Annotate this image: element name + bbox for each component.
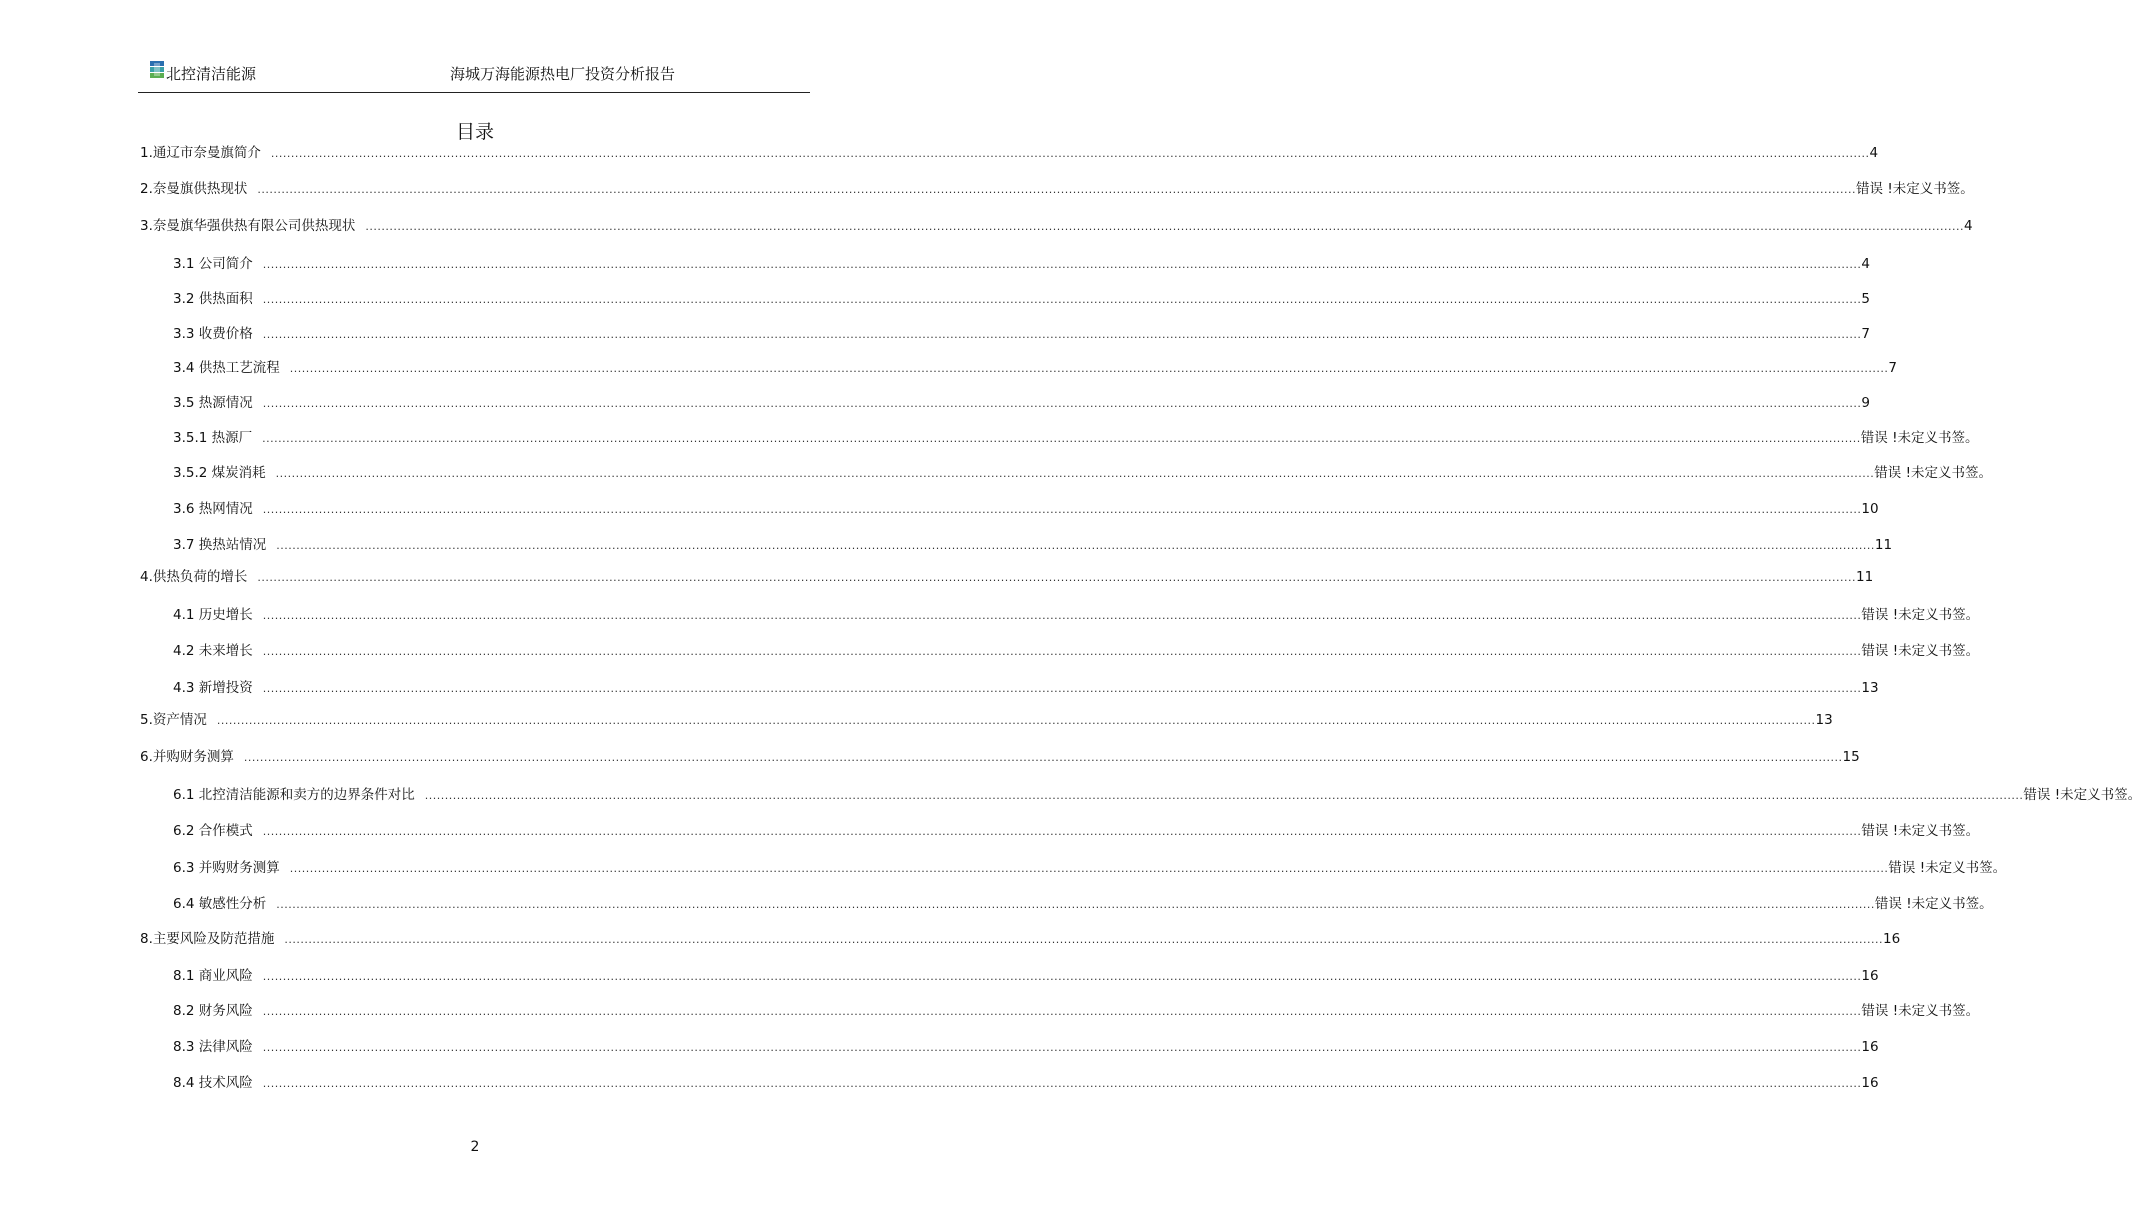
toc-dot-leader: ................................................................................................................................................................................................................................................................................................................................................................................................................ — [262, 1041, 1862, 1054]
toc-dot-leader: ................................................................................................................................................................................................................................................................................................................................................................................................................ — [243, 751, 1843, 764]
toc-dot-leader: ................................................................................................................................................................................................................................................................................................................................................................................................................ — [262, 1005, 1862, 1018]
toc-entry-number: 5. — [140, 712, 153, 728]
toc-entry-page: 10 — [1861, 501, 1879, 517]
toc-entry-page: 5 — [1861, 291, 1870, 307]
toc-entry[interactable] — [173, 536, 1893, 554]
toc-entry[interactable] — [140, 568, 1874, 586]
toc-entry-number: 3. — [140, 218, 153, 234]
toc-dot-leader: ................................................................................................................................................................................................................................................................................................................................................................................................................ — [262, 682, 1862, 695]
toc-dot-leader: ................................................................................................................................................................................................................................................................................................................................................................................................................ — [262, 970, 1862, 983]
toc-dot-leader: ................................................................................................................................................................................................................................................................................................................................................................................................................ — [262, 397, 1862, 410]
toc-entry-page: 错误 !未定义书签。 — [1874, 896, 1993, 912]
toc-entry-page: 错误 !未定义书签。 — [1861, 823, 1980, 839]
toc-entry-page: 错误 !未定义书签。 — [2023, 787, 2141, 803]
toc-dot-leader: ................................................................................................................................................................................................................................................................................................................................................................................................................ — [424, 789, 2024, 802]
toc-entry-page: 4 — [1964, 218, 1973, 234]
toc-entry[interactable] — [140, 180, 1974, 198]
toc-entry-label: 资产情况 — [152, 712, 207, 728]
toc-entry-page: 16 — [1861, 1075, 1879, 1091]
brand-name: 北控清洁能源 — [166, 65, 257, 83]
toc-entry-page: 错误 !未定义书签。 — [1856, 181, 1974, 197]
toc-dot-leader: ................................................................................................................................................................................................................................................................................................................................................................................................................ — [276, 898, 1875, 911]
toc-entry-page: 4 — [1861, 256, 1870, 272]
toc-entry-page: 7 — [1861, 326, 1870, 342]
toc-entry[interactable] — [173, 429, 1979, 447]
toc-dot-leader: ................................................................................................................................................................................................................................................................................................................................................................................................................ — [262, 328, 1862, 341]
toc-dot-leader: ................................................................................................................................................................................................................................................................................................................................................................................................................ — [289, 362, 1889, 375]
toc-entry-page: 错误 !未定义书签。 — [1888, 860, 2007, 876]
toc-entry[interactable] — [173, 859, 2007, 877]
toc-entry[interactable] — [173, 895, 1993, 913]
toc-entry[interactable] — [173, 606, 1980, 624]
toc-entry-label: 8.1 商业风险 — [173, 968, 253, 984]
toc-dot-leader: ................................................................................................................................................................................................................................................................................................................................................................................................................ — [365, 220, 1965, 233]
toc-entry-number: 8. — [140, 931, 153, 947]
toc-entry-label: 3.2 供热面积 — [173, 291, 253, 307]
toc-entry-page: 4 — [1869, 145, 1879, 161]
toc-entry-label: 3.5 热源情况 — [173, 395, 253, 411]
toc-entry-page: 11 — [1874, 537, 1893, 553]
toc-entry[interactable] — [173, 255, 1870, 273]
report-title: 海城万海能源热电厂投资分析报告 — [450, 65, 676, 83]
toc-dot-leader: ................................................................................................................................................................................................................................................................................................................................................................................................................ — [262, 825, 1862, 838]
toc-entry-label: 6.4 敏感性分析 — [173, 896, 267, 912]
toc-dot-leader: ................................................................................................................................................................................................................................................................................................................................................................................................................ — [257, 183, 1857, 196]
toc-dot-leader: ................................................................................................................................................................................................................................................................................................................................................................................................................ — [262, 258, 1862, 271]
toc-entry[interactable] — [140, 711, 1833, 729]
toc-entry-label: 3.1 公司简介 — [173, 256, 253, 272]
toc-title: 目录 — [455, 121, 494, 143]
toc-entry-label: 供热负荷的增长 — [152, 569, 248, 585]
toc-entry-label: 6.1 北控清洁能源和卖方的边界条件对比 — [173, 787, 415, 803]
toc-entry-number: 4. — [140, 569, 153, 585]
toc-entry[interactable] — [173, 1074, 1879, 1092]
toc-entry-page: 错误 !未定义书签。 — [1861, 607, 1980, 623]
company-logo-icon — [150, 61, 164, 78]
toc-entry-number: 2. — [140, 181, 153, 197]
toc-dot-leader: ................................................................................................................................................................................................................................................................................................................................................................................................................ — [216, 714, 1816, 727]
toc-entry-label: 3.4 供热工艺流程 — [173, 360, 280, 376]
toc-entry[interactable] — [173, 642, 1980, 660]
toc-dot-leader: ................................................................................................................................................................................................................................................................................................................................................................................................................ — [262, 503, 1862, 516]
toc-entry[interactable] — [173, 786, 2141, 804]
toc-entry[interactable] — [173, 464, 1992, 482]
toc-dot-leader: ................................................................................................................................................................................................................................................................................................................................................................................................................ — [284, 933, 1884, 946]
toc-entry[interactable] — [173, 290, 1870, 308]
toc-entry-label: 4.3 新增投资 — [173, 680, 253, 696]
toc-entry[interactable] — [140, 144, 1879, 162]
toc-entry[interactable] — [173, 967, 1879, 985]
toc-entry-label: 3.5.2 煤炭消耗 — [173, 465, 266, 481]
toc-dot-leader: ................................................................................................................................................................................................................................................................................................................................................................................................................ — [276, 539, 1875, 552]
toc-entry-page: 16 — [1861, 1039, 1879, 1055]
toc-dot-leader: ................................................................................................................................................................................................................................................................................................................................................................................................................ — [262, 1077, 1862, 1090]
toc-entry[interactable] — [173, 1002, 1980, 1020]
toc-entry[interactable] — [173, 1038, 1879, 1056]
toc-entry-page: 错误 !未定义书签。 — [1874, 465, 1992, 481]
toc-entry-label: 3.3 收费价格 — [173, 326, 253, 342]
toc-dot-leader: ................................................................................................................................................................................................................................................................................................................................................................................................................ — [262, 609, 1862, 622]
toc-entry[interactable] — [173, 359, 1897, 377]
toc-entry-label: 8.4 技术风险 — [173, 1075, 253, 1091]
toc-entry[interactable] — [173, 500, 1879, 518]
toc-entry-label: 并购财务测算 — [152, 749, 234, 765]
toc-entry-number: 1. — [140, 145, 153, 161]
toc-dot-leader: ................................................................................................................................................................................................................................................................................................................................................................................................................ — [289, 862, 1889, 875]
toc-entry-label: 8.3 法律风险 — [173, 1039, 253, 1055]
toc-dot-leader: ................................................................................................................................................................................................................................................................................................................................................................................................................ — [257, 571, 1857, 584]
toc-dot-leader: ................................................................................................................................................................................................................................................................................................................................................................................................................ — [270, 147, 1870, 160]
toc-entry[interactable] — [140, 217, 1973, 235]
toc-entry-page: 错误 !未定义书签。 — [1861, 643, 1980, 659]
toc-entry-label: 奈曼旗华强供热有限公司供热现状 — [152, 218, 356, 234]
toc-entry-number: 6. — [140, 749, 153, 765]
toc-entry-label: 3.5.1 热源厂 — [173, 430, 253, 446]
toc-dot-leader: ................................................................................................................................................................................................................................................................................................................................................................................................................ — [262, 293, 1862, 306]
toc-entry-page: 13 — [1815, 712, 1833, 728]
toc-entry-page: 7 — [1888, 360, 1897, 376]
toc-entry-label: 通辽市奈曼旗简介 — [152, 145, 261, 161]
toc-entry-page: 16 — [1883, 931, 1901, 947]
toc-entry-page: 错误 !未定义书签。 — [1861, 1003, 1980, 1019]
toc-entry-label: 4.2 未来增长 — [173, 643, 253, 659]
toc-entry[interactable] — [173, 325, 1870, 343]
toc-entry[interactable] — [140, 748, 1860, 766]
toc-entry[interactable] — [173, 679, 1879, 697]
toc-entry-page: 9 — [1861, 395, 1870, 411]
toc-dot-leader: ................................................................................................................................................................................................................................................................................................................................................................................................................ — [262, 645, 1862, 658]
toc-entry-page: 16 — [1861, 968, 1879, 984]
toc-entry-label: 奈曼旗供热现状 — [152, 181, 248, 197]
toc-entry-label: 3.6 热网情况 — [173, 501, 253, 517]
toc-entry-page: 13 — [1861, 680, 1879, 696]
toc-dot-leader: ................................................................................................................................................................................................................................................................................................................................................................................................................ — [275, 467, 1875, 480]
toc-entry-label: 4.1 历史增长 — [173, 607, 253, 623]
page-header — [138, 58, 810, 93]
toc-entry[interactable] — [173, 822, 1980, 840]
toc-entry-page: 11 — [1856, 569, 1874, 585]
toc-entry-label: 6.3 并购财务测算 — [173, 860, 280, 876]
toc-entry-label: 8.2 财务风险 — [173, 1003, 253, 1019]
toc-entry-page: 15 — [1842, 749, 1860, 765]
page-number: 2 — [470, 1139, 480, 1155]
toc-entry[interactable] — [140, 930, 1901, 948]
toc-entry-label: 6.2 合作模式 — [173, 823, 253, 839]
toc-entry-label: 3.7 换热站情况 — [173, 537, 267, 553]
toc-entry[interactable] — [173, 394, 1870, 412]
toc-dot-leader: ................................................................................................................................................................................................................................................................................................................................................................................................................ — [262, 432, 1861, 445]
toc-entry-page: 错误 !未定义书签。 — [1860, 430, 1979, 446]
toc-entry-label: 主要风险及防范措施 — [152, 931, 275, 947]
